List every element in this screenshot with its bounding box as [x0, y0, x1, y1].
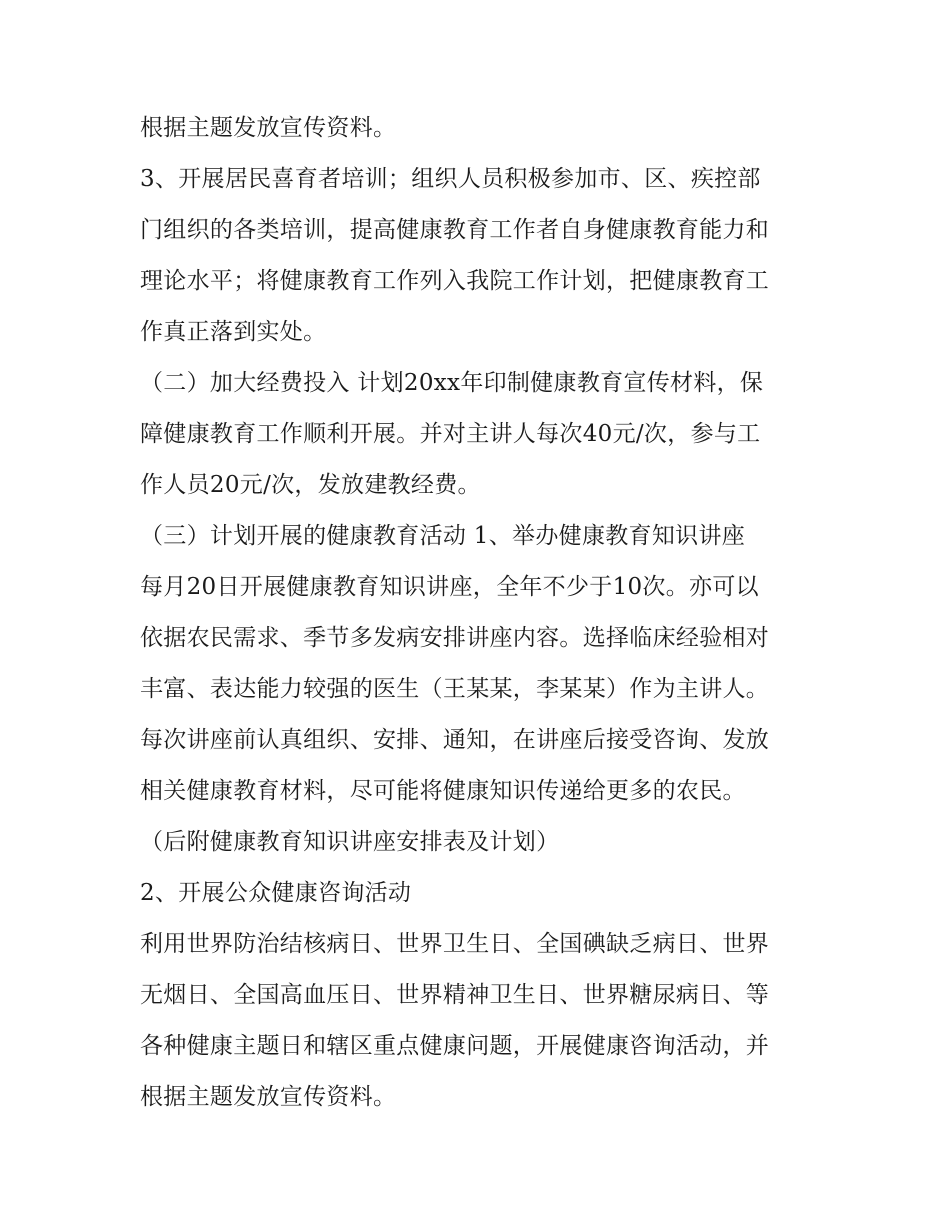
text-line: 作真正落到实处。	[140, 319, 327, 345]
text-line: 作人员20元/次，发放建教经费。	[140, 472, 481, 498]
text-line: （二）加大经费投入 计划20xx年印制健康教育宣传材料，保	[140, 370, 764, 396]
text-line: 各种健康主题日和辖区重点健康问题，开展健康咨询活动，并	[140, 1033, 770, 1059]
text-line: （三）计划开展的健康教育活动 1、举办健康教育知识讲座	[140, 523, 746, 549]
text-line: 2、开展公众健康咨询活动	[140, 880, 412, 906]
text-line: 根据主题发放宣传资料。	[140, 115, 397, 141]
text-line: 障健康教育工作顺利开展。并对主讲人每次40元/次，参与工	[140, 421, 761, 447]
text-line: 无烟日、全国高血压日、世界精神卫生日、世界糖尿病日、等	[140, 982, 770, 1008]
text-line: 每月20日开展健康教育知识讲座，全年不少于10次。亦可以	[140, 574, 759, 600]
text-line: 每次讲座前认真组织、安排、通知，在讲座后接受咨询、发放	[140, 727, 770, 753]
text-line: 3、开展居民喜育者培训；组织人员积极参加市、区、疾控部	[140, 166, 761, 192]
text-line: 丰富、表达能力较强的医生（王某某，李某某）作为主讲人。	[140, 676, 770, 702]
text-line: 理论水平；将健康教育工作列入我院工作计划，把健康教育工	[140, 268, 770, 294]
text-line: 根据主题发放宣传资料。	[140, 1084, 397, 1110]
text-line: 相关健康教育材料，尽可能将健康知识传递给更多的农民。	[140, 778, 746, 804]
document-body	[140, 103, 820, 1123]
text-line: （后附健康教育知识讲座安排表及计划）	[140, 829, 560, 855]
text-line: 门组织的各类培训，提高健康教育工作者自身健康教育能力和	[140, 217, 770, 243]
text-line: 依据农民需求、季节多发病安排讲座内容。选择临床经验相对	[140, 625, 770, 651]
text-line: 利用世界防治结核病日、世界卫生日、全国碘缺乏病日、世界	[140, 931, 770, 957]
